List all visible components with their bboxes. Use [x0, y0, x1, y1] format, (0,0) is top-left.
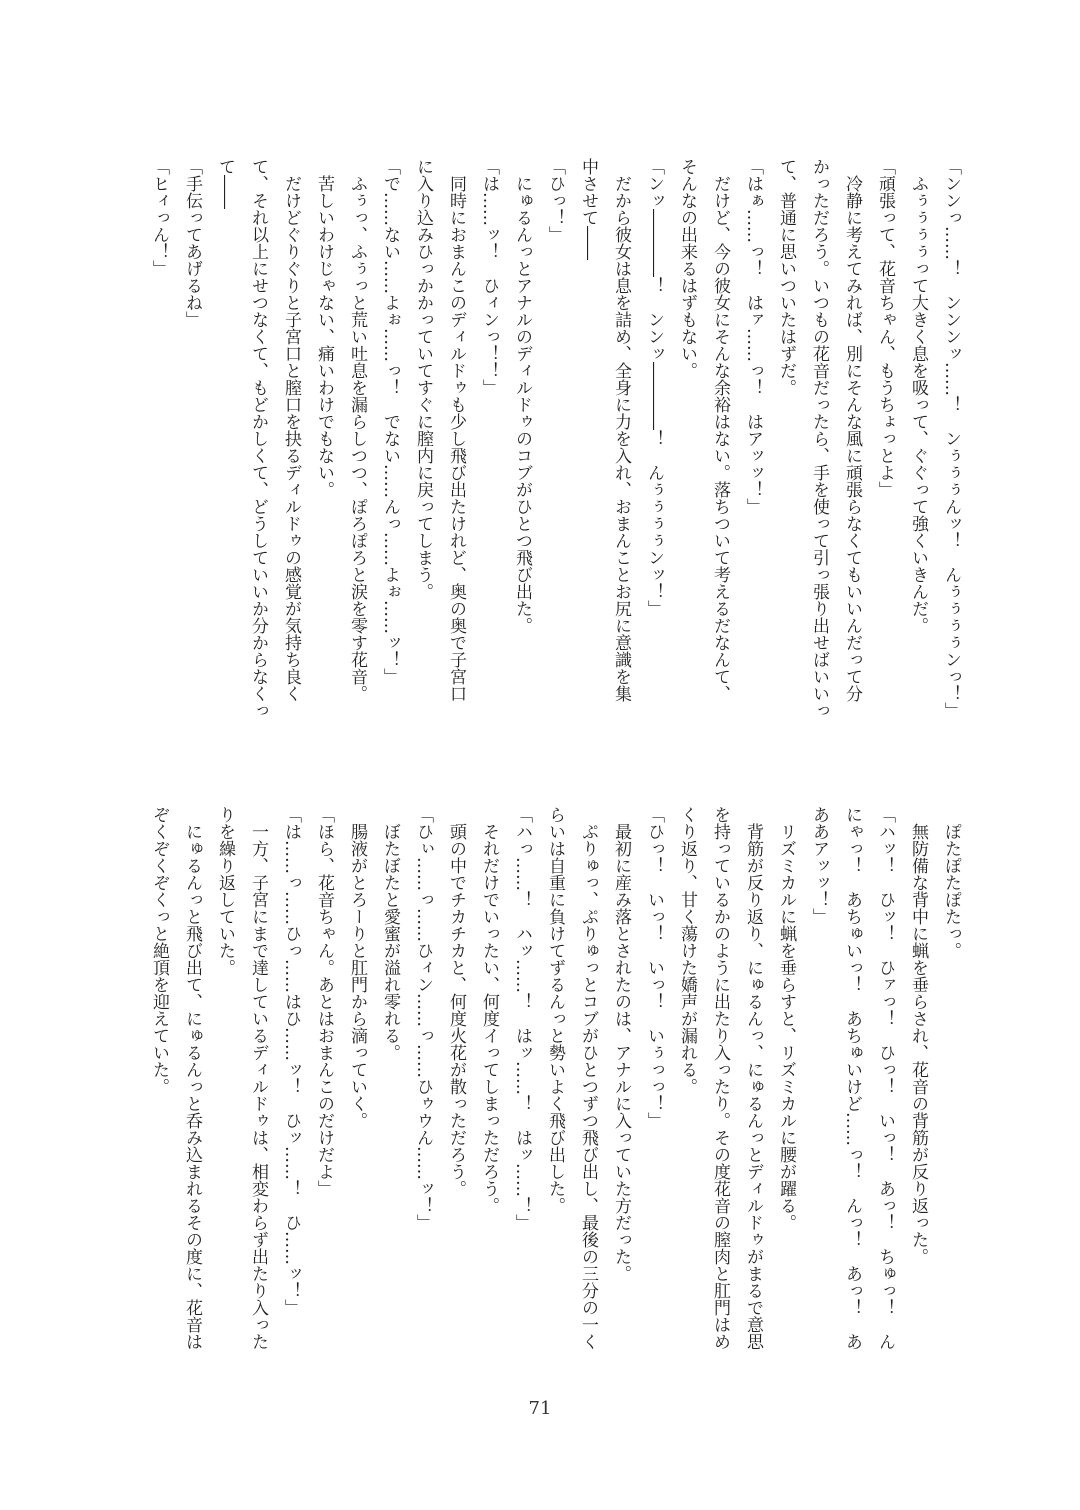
- text-line: ぼたぼたと愛蜜が溢れ零れる。: [380, 806, 400, 1061]
- text-line: て――: [215, 158, 235, 209]
- text-line: だけどぐりぐりと子宮口と膣口を抉るディルドゥの感覚が気持ち良く: [281, 158, 301, 702]
- text-line: 「は……っ……ひっ……はひ……ッ！ ひッ……！ ひ……ッ！」: [281, 806, 301, 1316]
- text-line: 冷静に考えてみれば、別にそんな風に頑張らなくてもいいんだって分: [842, 158, 862, 702]
- page-number: 71: [528, 1398, 552, 1419]
- text-line: 頭の中でチカチカと、何度火花が散っただろう。: [446, 806, 466, 1197]
- text-line: 「ひっ！ いっ！ いっ！ いぅっっ！」: [644, 806, 664, 1129]
- text-line: 同時におまんこのディルドゥも少し飛び出たけれど、奥の奥で子宮口: [446, 158, 466, 702]
- text-line: だから彼女は息を詰め、全身に力を入れ、おまんことお尻に意識を集: [611, 158, 631, 702]
- text-line: ああアッッ！」: [809, 806, 829, 925]
- text-line: にゅるんっと飛び出て、にゅるんっと呑み込まれるその度に、花音は: [182, 806, 202, 1350]
- text-line: て、それ以上にせつなくて、もどかしくて、どうしていいか分からなくっ: [248, 158, 268, 719]
- text-line: 「ひぃ……っ……ひィン……っ……ひゥウん……ッ！」: [413, 806, 433, 1231]
- text-line: らいは自重に負けてずるんっと勢いよく飛び出した。: [545, 806, 565, 1214]
- text-line: 「ンンっ……！ ンンンッ……！ ンぅぅぅんッ！ んぅぅぅぅンっ！」: [941, 158, 961, 719]
- text-line: に入り込みひっかかっていてすぐに膣内に戻ってしまう。: [413, 158, 433, 600]
- text-line: 「は……ッ！ ひィンっ！！」: [479, 158, 499, 396]
- text-line: りを繰り返していた。: [215, 806, 235, 976]
- text-line: 腸液がとろーりと肛門から滴っていく。: [347, 806, 367, 1129]
- text-line: それだけでいったい、何度イってしまっただろう。: [479, 806, 499, 1214]
- text-line: リズミカルに蝋を垂らすと、リズミカルに腰が躍る。: [776, 806, 796, 1231]
- text-line: ぽたぽたぽたっ。: [941, 806, 961, 959]
- text-line: 「ほら、花音ちゃん。あとはおまんこのだけだよ」: [314, 806, 334, 1197]
- text-line: ふぅぅぅぅって大きく息を吸って、ぐぐって強くいきんだ。: [908, 158, 928, 634]
- text-line: にゅるんっとアナルのディルドゥのコブがひとつ飛び出た。: [512, 158, 532, 634]
- text-line: だけど、今の彼女にそんな余裕はない。落ちついて考えるだなんて、: [710, 158, 730, 702]
- text-line: ぞくぞくぞくっと絶頂を迎えていた。: [149, 806, 169, 1095]
- text-line: 一方、子宮にまで達しているディルドゥは、相変わらず出たり入った: [248, 806, 268, 1350]
- text-line: かっただろう。いつもの花音だったら、手を使って引っ張り出せばいいっ: [809, 158, 829, 719]
- text-line: て、普通に思いついたはずだ。: [776, 158, 796, 396]
- text-line: 「ハっ……！ ハッ……！ はッ……！ はッ……！」: [512, 806, 532, 1231]
- text-line: 「ひっ！」: [545, 158, 565, 243]
- text-line: 苦しいわけじゃない、痛いわけでもない。: [314, 158, 334, 498]
- text-line: 「ハッ！ ひッ！ ひァっ！ ひっ！ いっ！ あっ！ ちゅっ！ ん: [875, 806, 895, 1350]
- text-line: 「ンッ――――！ ンンッ――――！ んぅぅぅぅンッ！」: [644, 158, 664, 617]
- text-line: 「はぁ……っ！ はァ……っ！ はアッッ！」: [743, 158, 763, 515]
- text-block-top: [142, 158, 967, 719]
- text-line: 背筋が反り返り、にゅるんっ、にゅるんっとディルドゥがまるで意思: [743, 806, 763, 1350]
- text-line: 「頑張って、花音ちゃん、もうちょっとよ」: [875, 158, 895, 498]
- text-line: くり返り、甘く蕩けた嬌声が漏れる。: [677, 806, 697, 1095]
- text-line: 無防備な背中に蝋を垂らされ、花音の背筋が反り返った。: [908, 806, 928, 1265]
- text-line: 「手伝ってあげるね」: [182, 158, 202, 328]
- text-line: そんなの出来るはずもない。: [677, 158, 697, 379]
- text-line: 中させて――: [578, 158, 598, 260]
- text-line: 「で……ない……よぉ……っ！ でない……んっ……よぉ……ッ！」: [380, 158, 400, 685]
- text-line: を持っているかのように出たり入ったり。その度花音の膣肉と肛門はめ: [710, 806, 730, 1350]
- text-line: ぷりゅっ、ぷりゅっとコブがひとつずつ飛び出し、最後の三分の一く: [578, 806, 598, 1350]
- text-line: にゃっ！ あちゅいっ！ あちゅいけど……っ！ んっ！ あっ！ あ: [842, 806, 862, 1350]
- text-line: ふぅっ、ふぅっと荒い吐息を漏らしつつ、ぽろぽろと涙を零す花音。: [347, 158, 367, 702]
- text-line: 最初に産み落とされたのは、アナルに入っていた方だった。: [611, 806, 631, 1282]
- text-block-bottom: [142, 806, 967, 1350]
- text-line: 「ヒィっん！」: [149, 158, 169, 277]
